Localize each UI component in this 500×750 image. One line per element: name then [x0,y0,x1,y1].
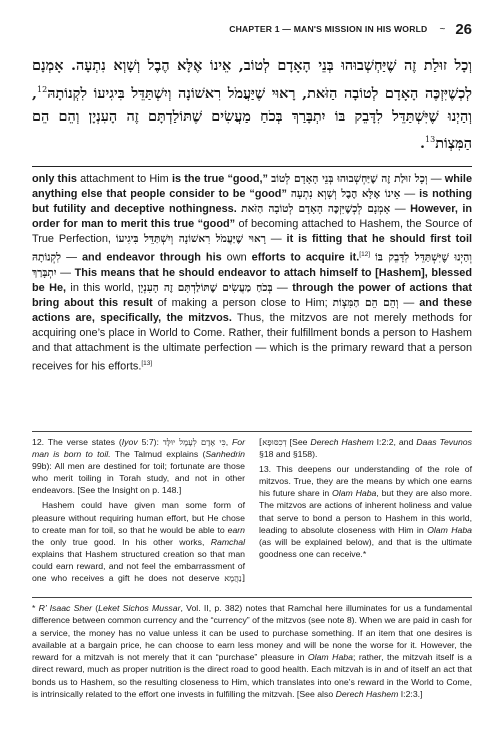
note-italic: Olam Haba [427,524,472,535]
tr-hebrew-phrase: וְכָל זוּלַת זֶה שֶׁיַּחְשְׁבוּהוּ בְּנֵי הָאָדָם לְטוֹב [271,173,428,185]
note-text: [See [286,437,311,447]
tr-ref-13: [13] [141,359,153,367]
footnote-italic: R’ Isaac Sher [38,603,92,613]
tr-text: of becoming attached to Hashem, the Source of True Perfection, [32,218,472,245]
tr-hebrew-phrase: אָמְנָם לְכְשֶׁיִּזְכֶּה הָאָדָם לְטוֹבָה הַזֹּאת [241,203,391,215]
tr-bold: it is fitting that he should first toil [286,233,472,245]
hebrew-ref-13: 13 [425,135,436,145]
note-italic: earn [227,524,245,535]
tr-text: own [221,251,252,264]
chapter-title: CHAPTER 1 — MAN'S MISSION IN HIS WORLD [229,24,428,34]
tr-dash: — [56,266,75,279]
tr-dash: — [400,188,420,200]
tr-bold: is nothing but futility and deceptive nothingness. [32,188,472,215]
endnotes [32,436,472,592]
tr-bold: is the true “good,” [171,173,268,185]
footnote-text: I:2:3.] [398,689,423,700]
footnote-italic: Olam Haba [307,652,353,663]
tr-ref-12: [12] [359,251,371,258]
tr-hebrew-phrase: בְּכֹחַ מַעֲשִׂים שֶׁתּוֹלַדְתָּם זֶה הָעִנְיָן [138,281,273,294]
footnote-text: , Vol. II, p. 382) notes that Ramchal here illuminates for us a fundamental difference between common currency and the “currency” of the mitzvos (see note 8). When we are paid in cash for a service, the money has no value unless it can be used to purchase something. If an item that one desires is available at a bargain price, he can choose to earn less money and will be none the worse for it. However, the reward for a mitzvah is not merely that it can “purchase” pleasure in [32,603,472,663]
note-text: 99b): All men are destined for toil; fortunate are those who merit toiling in Torah study, and not in other endeavors. [See the Insight on p. 148.] [32,461,245,496]
tr-dash: — [427,173,445,185]
tr-hebrew-phrase: לִקְנוֹתָהּ [32,251,62,264]
tr-dash: — [390,203,411,215]
note-text: The Talmud explains ( [110,449,206,460]
note-text: 13. This deepens our understanding of the role of mitzvos. True, they are the means by which one earns his future share in [259,464,472,499]
tr-bold: and these actions are, specifically, the mitzvos. [32,296,472,324]
note-13 [259,463,472,560]
note-text: (as will be explained below), and that is the ultimate goodness one can receive.* [259,536,472,559]
footnote-text: * [32,603,39,613]
tr-text: attachment to Him [76,173,172,185]
tr-text: in this world, [66,281,138,294]
note-text: explains that Hashem structured creation so that man could earn reward, and not feel the embarrassment of one who receives a gift he does not deserve [32,548,245,584]
notes-divider [32,431,472,432]
tr-hebrew-phrase: וְהֵם הֵם הַמִּצְוֹת [332,296,399,309]
translation-commentary [32,172,472,374]
tr-bold: and endeavor through his [81,251,222,264]
hebrew-text-part2: , וְהַיְנוּ שֶׁיִּשְׁתַּדֵּל לִדָּבֵק בּוֹ יִתְבָּרַךְ בְּכֹחַ מַעֲשִׂים שֶׁתּוֹלַדְתָּם זֶה הָעִנְיָן וְהֵם הֵם הַמִּצְוֹת [32,84,472,153]
note-italic: Olam Haba [332,488,377,499]
tr-text: Thus, the mitzvos are not merely methods for acquiring one’s place in World to Come. Rather, their fulfillment bonds a person to Hashem and that attachment is the ultimate perfection — which is the primary reward that a person receives for his efforts. [32,311,472,373]
note-italic: For man is born to toil. [32,437,246,460]
tr-bold: while anything else that people consider to be “good” [32,173,473,200]
tr-bold: only this [32,173,77,185]
note-italic: Sanhedrin [205,449,245,460]
tr-text: of making a person close to Him; [152,296,333,309]
footnote-italic: Derech Hashem [335,689,399,700]
tr-hebrew-phrase: רָאוּי שֶׁיַּעֲמֹל רִאשׁוֹנָה וְיִשְׁתַּדֵּל בִּיגִיעוֹ [115,233,266,245]
note-12 [32,436,245,496]
note-text: , [225,437,232,447]
note-italic: Derech Hashem [310,437,374,447]
note-text: , but they are also more. The mitzvos are actions of inherent holiness and value that serve to bond a person to Hashem in this world, leading to absolute closeness with Him in [259,488,472,535]
note-italic: Ramchal [210,536,245,547]
hebrew-text-part1: וְכָל זוּלַת זֶה שֶׁיַּחְשְׁבוּהוּ בְּנֵי הָאָדָם לְטוֹב, אֵינוֹ אֶלָּא הֶבֶל וְשָׁוְא נִתְעָה. אָמְנָם לְכְשֶׁיִּזְכֶּה הָאָדָם לְטוֹבָה הַזֹּאת, רָאוּי שֶׁיַּעֲמֹל רִאשׁוֹנָה וְיִשְׁתַּדֵּל בִּיגִיעוֹ לִקְנוֹתָהּ [32,57,472,102]
tr-dash: — [272,281,293,294]
hebrew-text-end: . [419,135,425,153]
tr-bold: However, in order for man to merit this true “good” [32,203,473,230]
tr-bold: efforts to acquire it. [251,251,360,264]
hebrew-ref-12: 12 [37,84,48,94]
note-italic: Iyov [121,437,138,447]
tr-hebrew-phrase: אֵינוֹ אֶלָּא הֶבֶל וְשָׁוְא נִתְעָה [290,188,401,200]
note-italic: Daas Tevunos [416,437,472,447]
note-text: 5:7): [137,437,163,447]
note-hebrew: כִּי אָדָם לְעָמָל יוּלָּד [162,437,226,447]
hebrew-source-text [32,54,472,156]
footnote-text: ( [92,603,99,613]
tr-dash: — [265,233,287,245]
note-text: 12. The verse states ( [32,437,122,447]
book-page [32,0,472,750]
footnote-divider [32,597,472,598]
running-head [32,18,472,40]
note-text: Hashem could have given man some form of pleasure without requiring human effort, but He chose to create man for toil, so that he would be able to [32,500,245,535]
note-hebrew: [נַהֲמָא דְכִסּוּפָא] [224,437,287,584]
tr-dash: — [61,251,82,264]
divider-rule [32,166,472,167]
footnote-text: ; rather, the mitzvah itself is a direct reward, much as proper nutrition is the direct road to good health. Each mitzvah is in and of itself an act that bonds us to Hashem, so the resulting closeness to Him, which translates into one’s reward in the World to Come, is intrinsically related to the effort one invests in fulfilling the mitzvah. [See also [32,652,472,700]
note-text: §18 and §158). [259,449,318,460]
tr-hebrew-phrase: וְהַיְנוּ שֶׁיִּשְׁתַּדֵּל לִדָּבֵק בּוֹ יִתְבָּרַךְ [32,251,472,279]
footnote-italic: Leket Sichos Mussar [98,603,181,613]
note-text: I:2:2, and [373,437,417,447]
asterisk-footnote [32,602,472,700]
tr-bold: This means that he should endeavor to attach himself to [Hashem], blessed be He, [32,266,472,294]
page-number: 26 [455,20,472,38]
note-text: the only true good. In his other works, [32,536,211,547]
ornament-icon: ~ [439,23,446,35]
tr-dash: — [398,296,420,309]
tr-bold: through the power of actions that bring about this result [32,281,472,309]
